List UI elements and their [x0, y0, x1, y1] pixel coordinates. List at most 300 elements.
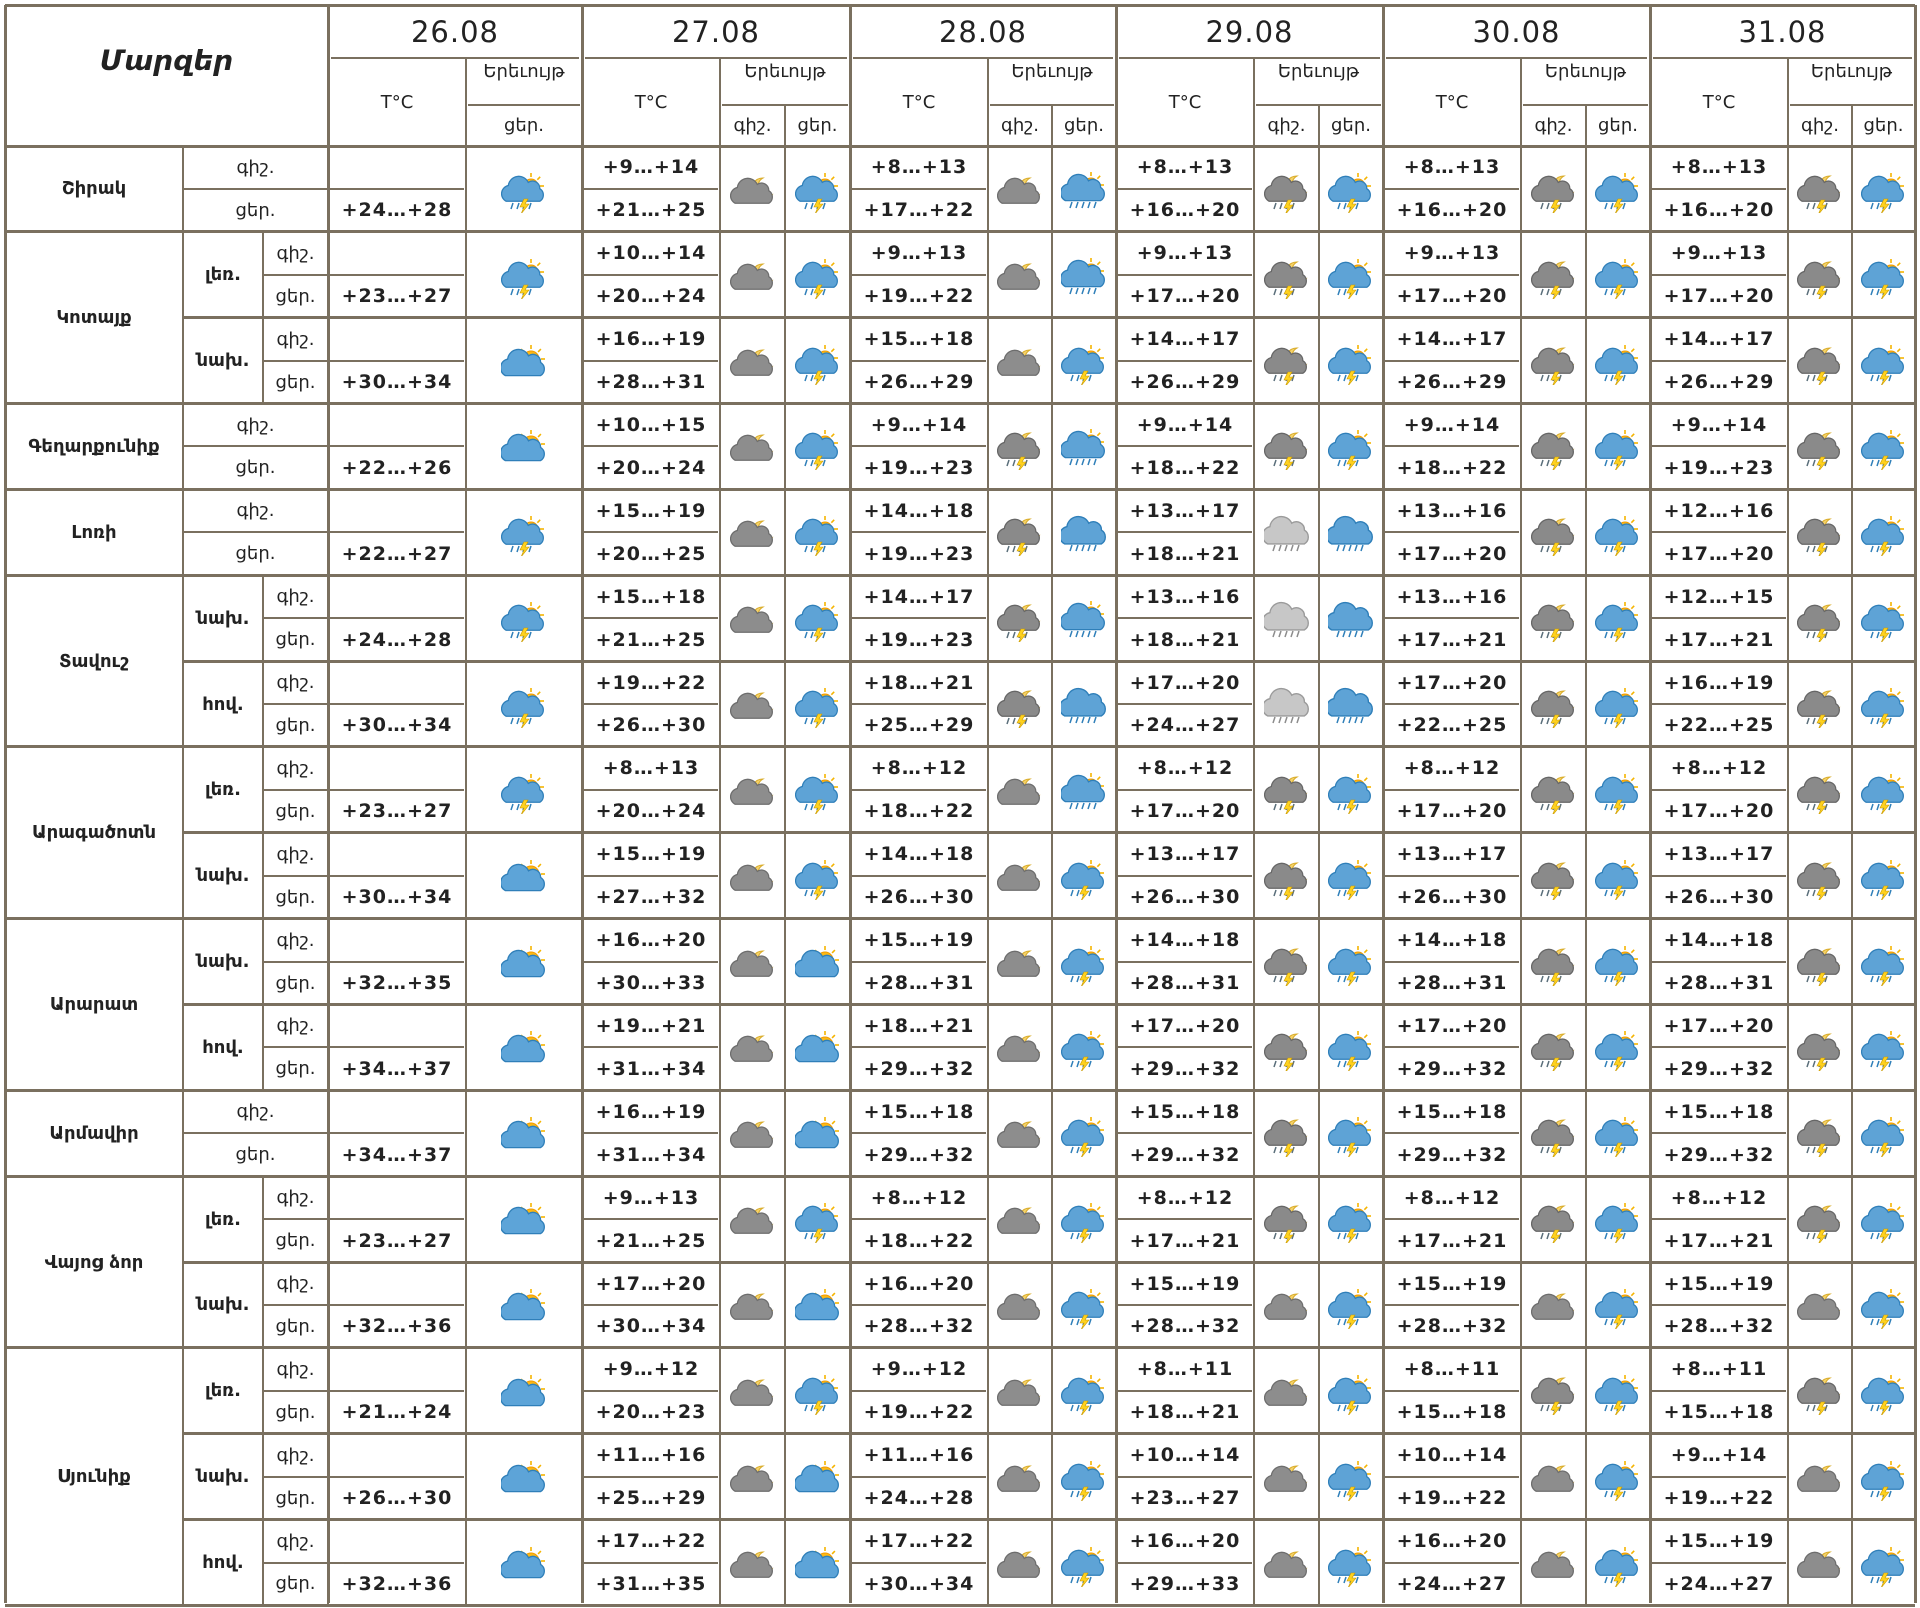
sun-cloud-icon	[501, 1543, 547, 1591]
day-label: ցեր.	[275, 371, 316, 393]
grid-line	[784, 1176, 786, 1262]
grid-line	[584, 1390, 718, 1392]
grid-line	[987, 1434, 989, 1520]
grid-line	[1118, 617, 1252, 619]
day-temp: +26…+30	[1663, 886, 1775, 909]
day-header: ցեր.	[1863, 115, 1904, 136]
day-temp: +30…+34	[341, 371, 453, 394]
night-temp: +13…+17	[1663, 843, 1775, 866]
moon-cloud-icon	[1531, 1457, 1577, 1505]
grid-line	[1851, 1520, 1853, 1606]
grid-line	[1585, 1348, 1587, 1434]
grid-line	[1851, 1262, 1853, 1348]
day-label: ցեր.	[275, 714, 316, 736]
grid-line	[182, 404, 184, 490]
temp-header: T°C	[1702, 91, 1736, 113]
sun-cloud-rain-icon	[1595, 1199, 1641, 1247]
day-temp: +28…+32	[863, 1315, 975, 1338]
grid-line	[330, 1476, 464, 1478]
day-temp: +23…+27	[341, 1229, 453, 1252]
day-label: ցեր.	[235, 543, 276, 565]
day-label: ցեր.	[275, 1487, 316, 1509]
day-header: ցեր.	[1064, 115, 1104, 136]
grid-line	[1652, 274, 1786, 276]
day-temp: +24…+28	[341, 199, 453, 222]
day-temp: +19…+23	[863, 628, 975, 651]
sun-cloud-rain-icon	[1861, 856, 1907, 904]
moon-cloud-rain-icon	[1797, 770, 1843, 818]
night-temp: +17…+20	[1663, 1014, 1775, 1037]
zone-label: նախ.	[196, 350, 250, 372]
day-label: ցեր.	[275, 1401, 316, 1423]
grid-line	[1520, 747, 1522, 833]
day-temp: +29…+32	[1396, 1057, 1508, 1080]
day-temp: +17…+21	[1396, 628, 1508, 651]
day-temp: +23…+27	[1129, 1487, 1241, 1510]
night-temp: +19…+21	[595, 1014, 707, 1037]
temp-header: T°C	[634, 91, 668, 113]
grid-line	[465, 1090, 467, 1176]
grid-line	[1851, 1176, 1853, 1262]
moon-cloud-icon	[730, 1027, 776, 1075]
night-label: գիշ.	[276, 586, 315, 608]
sun-cloud-rain-icon	[795, 770, 841, 818]
grid-line	[1318, 404, 1320, 490]
moon-cloud-icon	[1797, 1457, 1843, 1505]
grid-line	[784, 1434, 786, 1520]
moon-cloud-icon	[1264, 1543, 1310, 1591]
night-temp: +15…+18	[595, 585, 707, 608]
grid-line	[1652, 703, 1786, 705]
grid-line	[1253, 232, 1255, 318]
moon-cloud-rain-icon	[1797, 1199, 1843, 1247]
grid-line	[784, 232, 786, 318]
day-temp: +23…+27	[341, 800, 453, 823]
moon-cloud-rain-icon	[1264, 169, 1310, 217]
moon-cloud-rain-icon	[1797, 426, 1843, 474]
grid-line	[327, 575, 329, 747]
sun-cloud-rain-icon	[795, 255, 841, 303]
grid-line	[719, 661, 721, 747]
zone-label: հով.	[202, 693, 244, 715]
grid-line	[327, 747, 329, 919]
sun-cloud-icon	[501, 1027, 547, 1075]
moon-cloud-rain-icon	[1797, 684, 1843, 732]
grid-line	[1385, 531, 1519, 533]
day-header: ցեր.	[504, 115, 544, 136]
date-header: 27.08	[671, 14, 761, 49]
cloud-showers-icon	[1061, 684, 1107, 732]
day-temp: +22…+27	[341, 542, 453, 565]
night-label: գիշ.	[276, 1015, 315, 1037]
grid-line	[784, 1005, 786, 1091]
night-temp: +16…+20	[595, 929, 707, 952]
moon-cloud-icon	[730, 1285, 776, 1333]
grid-line	[584, 1562, 718, 1564]
day-temp: +25…+29	[863, 714, 975, 737]
moon-cloud-rain-icon	[1797, 169, 1843, 217]
day-temp: +32…+36	[341, 1315, 453, 1338]
grid-line	[784, 747, 786, 833]
grid-line	[719, 747, 721, 833]
sun-cloud-rain-icon	[1861, 1113, 1907, 1161]
grid-line	[784, 146, 786, 232]
grid-line	[987, 1005, 989, 1091]
grid-line	[987, 146, 989, 232]
moon-cloud-rain-icon	[1531, 255, 1577, 303]
sun-cloud-rain-icon	[1061, 1371, 1107, 1419]
grid-line	[1787, 58, 1789, 146]
day-temp: +17…+21	[1663, 628, 1775, 651]
region-name: Լոռի	[71, 521, 117, 543]
night-temp: +10…+15	[595, 414, 707, 436]
grid-line	[1652, 1304, 1786, 1306]
night-temp: +10…+14	[1129, 1444, 1241, 1467]
night-temp: +11…+16	[595, 1444, 707, 1467]
night-temp: +9…+12	[870, 1358, 968, 1381]
sun-cloud-rain-icon	[1061, 1199, 1107, 1247]
grid-line	[1385, 188, 1519, 190]
grid-line	[327, 146, 329, 232]
day-temp: +24…+27	[1396, 1572, 1508, 1595]
grid-line	[327, 232, 329, 404]
day-temp: +20…+25	[595, 542, 707, 565]
grid-line	[1051, 318, 1053, 404]
sun-cloud-icon	[501, 942, 547, 990]
night-temp: +8…+11	[1403, 1358, 1501, 1381]
night-label: գիշ.	[276, 672, 315, 694]
grid-line	[852, 1476, 986, 1478]
grid-line	[1851, 833, 1853, 919]
grid-line	[852, 1046, 986, 1048]
night-temp: +16…+19	[595, 328, 707, 351]
day-temp: +18…+22	[863, 1229, 975, 1252]
grid-line	[1385, 1476, 1519, 1478]
night-temp: +9…+13	[870, 242, 968, 265]
grid-line	[330, 1390, 464, 1392]
day-temp: +26…+30	[595, 714, 707, 737]
grid-line	[330, 1132, 464, 1134]
zone-label: նախ.	[196, 951, 250, 973]
sun-cloud-rain-icon	[1861, 1457, 1907, 1505]
grid-line	[330, 360, 464, 362]
grid-line	[719, 1348, 721, 1434]
night-temp: +13…+17	[1396, 843, 1508, 866]
day-temp: +15…+18	[1663, 1401, 1775, 1424]
night-temp: +11…+16	[863, 1444, 975, 1467]
sun-cloud-rain-icon	[1861, 942, 1907, 990]
grid-line	[584, 617, 718, 619]
day-temp: +17…+22	[863, 199, 975, 222]
grid-line	[987, 661, 989, 747]
day-temp: +19…+23	[863, 456, 975, 479]
grid-line	[1118, 961, 1252, 963]
grid-line	[1851, 146, 1853, 232]
night-temp: +8…+13	[1136, 156, 1234, 179]
grid-line	[1851, 919, 1853, 1005]
grid-line	[465, 1434, 467, 1520]
day-temp: +17…+20	[1663, 800, 1775, 823]
sun-cloud-rain-icon	[1328, 1027, 1374, 1075]
moon-cloud-icon	[730, 512, 776, 560]
sun-cloud-rain-icon	[1861, 255, 1907, 303]
grid-line	[263, 1476, 328, 1478]
night-temp: +15…+19	[1663, 1272, 1775, 1295]
grid-line	[330, 188, 464, 190]
grid-line	[1787, 1348, 1789, 1434]
day-header: ցեր.	[1331, 115, 1371, 136]
temp-header: T°C	[902, 91, 936, 113]
night-label: գիշ.	[276, 757, 315, 779]
day-temp: +15…+18	[1396, 1401, 1508, 1424]
night-temp: +15…+19	[1129, 1272, 1241, 1295]
grid-line	[465, 747, 467, 833]
sun-cloud-rain-icon	[795, 1199, 841, 1247]
grid-line	[1520, 1262, 1522, 1348]
sun-cloud-rain-icon	[1061, 1113, 1107, 1161]
night-temp: +16…+20	[1396, 1530, 1508, 1553]
grid-line	[330, 1304, 464, 1306]
day-temp: +27…+32	[595, 886, 707, 909]
grid-line	[1318, 146, 1320, 232]
sun-cloud-rain-icon	[1061, 341, 1107, 389]
grid-line	[465, 1005, 467, 1091]
sun-cloud-rain-icon	[1328, 426, 1374, 474]
grid-line	[1118, 1218, 1252, 1220]
grid-line	[1520, 489, 1522, 575]
grid-line	[987, 1262, 989, 1348]
region-name: Արմավիր	[49, 1122, 139, 1144]
grid-line	[1318, 1434, 1320, 1520]
sun-cloud-rain-icon	[795, 426, 841, 474]
temp-header: T°C	[380, 91, 414, 113]
zone-label: նախ.	[196, 1466, 250, 1488]
moon-cloud-icon	[1531, 1543, 1577, 1591]
grid-line	[1318, 1005, 1320, 1091]
grid-line	[852, 274, 986, 276]
phenomenon-header: Երեւույթ	[1810, 61, 1893, 82]
temp-header: T°C	[1435, 91, 1469, 113]
sun-cloud-rain-icon	[1595, 598, 1641, 646]
day-temp: +26…+30	[1396, 886, 1508, 909]
day-temp: +29…+32	[1129, 1057, 1241, 1080]
night-temp: +13…+17	[1129, 499, 1241, 522]
date-header: 30.08	[1472, 14, 1561, 49]
grid-line	[465, 1520, 467, 1606]
sun-cloud-showers-icon	[1061, 598, 1107, 646]
moon-cloud-rain-icon	[1531, 598, 1577, 646]
grid-line	[1787, 1434, 1789, 1520]
day-temp: +30…+34	[595, 1315, 707, 1338]
night-label: գիշ.	[276, 1273, 315, 1294]
day-label: ցեր.	[275, 1573, 316, 1595]
night-header: գիշ.	[733, 115, 772, 136]
moon-cloud-icon	[730, 856, 776, 904]
day-temp: +20…+24	[595, 456, 707, 479]
day-label: ցեր.	[235, 457, 276, 479]
grid-line	[1652, 1218, 1786, 1220]
grid-line	[1585, 575, 1587, 661]
night-temp: +14…+17	[1129, 328, 1241, 351]
night-temp: +17…+22	[595, 1530, 707, 1553]
sun-cloud-showers-icon	[1061, 255, 1107, 303]
grid-line	[1585, 1520, 1587, 1606]
grid-line	[1585, 1090, 1587, 1176]
day-label: ցեր.	[235, 1144, 276, 1166]
sun-cloud-icon	[501, 341, 547, 389]
grid-line	[852, 1218, 986, 1220]
grid-line	[1253, 1176, 1255, 1262]
night-label: գիշ.	[276, 1530, 315, 1552]
day-temp: +31…+34	[595, 1143, 707, 1166]
moon-cloud-rain-icon	[1264, 770, 1310, 818]
grid-line	[327, 1348, 329, 1606]
grid-line	[1051, 1090, 1053, 1176]
grid-line	[1787, 919, 1789, 1005]
region-name: Շիրակ	[61, 178, 127, 200]
night-temp: +8…+12	[1670, 1186, 1768, 1209]
grid-line	[584, 274, 718, 276]
sun-cloud-icon	[501, 426, 547, 474]
grid-line	[584, 875, 718, 877]
grid-line	[1520, 661, 1522, 747]
moon-cloud-rain-icon	[1797, 255, 1843, 303]
day-temp: +32…+36	[341, 1572, 453, 1595]
grid-line	[1851, 318, 1853, 404]
sun-cloud-rain-icon	[501, 169, 547, 217]
grid-line	[1051, 1176, 1053, 1262]
grid-line	[1585, 1434, 1587, 1520]
grid-line	[1051, 232, 1053, 318]
day-temp: +17…+20	[1663, 542, 1775, 565]
sun-cloud-rain-icon	[1861, 426, 1907, 474]
grid-line	[263, 1304, 328, 1306]
grid-line	[1787, 489, 1789, 575]
sun-cloud-rain-icon	[1061, 1543, 1107, 1591]
grid-line	[1851, 661, 1853, 747]
grid-line	[1253, 661, 1255, 747]
day-label: ցեր.	[275, 1230, 316, 1252]
night-temp: +16…+19	[1663, 671, 1775, 694]
day-temp: +17…+21	[1396, 1229, 1508, 1252]
grid-line	[1318, 489, 1320, 575]
zone-label: հով.	[202, 1036, 244, 1058]
day-temp: +19…+23	[1663, 456, 1775, 479]
day-temp: +30…+33	[595, 972, 707, 995]
sun-cloud-rain-icon	[501, 512, 547, 560]
grid-line	[719, 232, 721, 318]
moon-cloud-icon	[1264, 1371, 1310, 1419]
grid-line	[1318, 575, 1320, 661]
region-name: Արարատ	[49, 993, 139, 1015]
grid-line	[1385, 1304, 1519, 1306]
night-temp: +8…+13	[602, 757, 700, 780]
grid-line	[719, 146, 721, 232]
night-temp: +9…+13	[1670, 242, 1768, 265]
grid-line	[465, 1348, 467, 1434]
grid-line	[1118, 445, 1252, 447]
grid-line	[1851, 404, 1853, 490]
grid-line	[465, 58, 467, 146]
moon-cloud-icon	[730, 169, 776, 217]
day-temp: +18…+22	[1129, 456, 1241, 479]
grid-line	[719, 404, 721, 490]
day-temp: +19…+22	[1396, 1487, 1508, 1510]
grid-line	[1652, 1390, 1786, 1392]
day-header: ցեր.	[1598, 115, 1638, 136]
grid-line	[263, 1562, 328, 1564]
day-temp: +21…+24	[341, 1401, 453, 1424]
day-temp: +19…+22	[1663, 1487, 1775, 1510]
grid-line	[1520, 1434, 1522, 1520]
moon-cloud-icon	[997, 255, 1043, 303]
night-header: գիշ.	[1267, 115, 1306, 136]
grid-line	[465, 146, 467, 232]
day-temp: +17…+20	[1663, 285, 1775, 308]
grid-line	[183, 531, 328, 533]
grid-line	[1253, 1520, 1255, 1606]
moon-cloud-icon	[997, 856, 1043, 904]
night-temp: +18…+21	[863, 1014, 975, 1037]
day-temp: +17…+20	[1396, 542, 1508, 565]
moon-cloud-rain-icon	[1264, 426, 1310, 474]
day-temp: +32…+35	[341, 972, 453, 995]
night-label: գիշ.	[236, 414, 275, 436]
night-temp: +8…+12	[1670, 757, 1768, 780]
night-temp: +12…+15	[1663, 585, 1775, 608]
zone-label: նախ.	[196, 865, 250, 887]
night-temp: +9…+12	[602, 1358, 700, 1381]
day-temp: +30…+34	[341, 714, 453, 737]
zone-label: նախ.	[196, 1294, 250, 1316]
grid-line	[182, 489, 184, 575]
night-temp: +18…+21	[863, 671, 975, 694]
grid-line	[1652, 188, 1786, 190]
grid-line	[263, 1046, 328, 1048]
grid-line	[1118, 1304, 1252, 1306]
night-header: գիշ.	[1534, 115, 1573, 136]
grid-line	[1520, 1005, 1522, 1091]
grid-line	[987, 318, 989, 404]
sun-cloud-rain-icon	[795, 1371, 841, 1419]
day-label: ցեր.	[275, 629, 316, 651]
grid-line	[987, 489, 989, 575]
grid-line	[784, 318, 786, 404]
day-label: ցեր.	[275, 285, 316, 307]
night-temp: +8…+12	[1136, 757, 1234, 780]
night-temp: +9…+14	[1136, 414, 1234, 436]
moon-cloud-rain-icon	[1531, 770, 1577, 818]
grid-line	[1318, 1348, 1320, 1434]
grid-line	[182, 747, 184, 919]
moon-cloud-icon	[730, 770, 776, 818]
grid-line	[852, 617, 986, 619]
moon-cloud-icon	[730, 942, 776, 990]
moon-cloud-icon	[1264, 1285, 1310, 1333]
grid-line	[263, 789, 328, 791]
night-temp: +14…+18	[863, 499, 975, 522]
grid-line	[719, 58, 721, 146]
grid-line	[1385, 1562, 1519, 1564]
grid-line	[1318, 1262, 1320, 1348]
grid-line	[1787, 575, 1789, 661]
sun-cloud-rain-icon	[1328, 1285, 1374, 1333]
grid-line	[1652, 1562, 1786, 1564]
night-temp: +9…+14	[1670, 1444, 1768, 1467]
night-temp: +12…+16	[1663, 499, 1775, 522]
moon-cloud-icon	[997, 1027, 1043, 1075]
day-temp: +29…+32	[1129, 1143, 1241, 1166]
